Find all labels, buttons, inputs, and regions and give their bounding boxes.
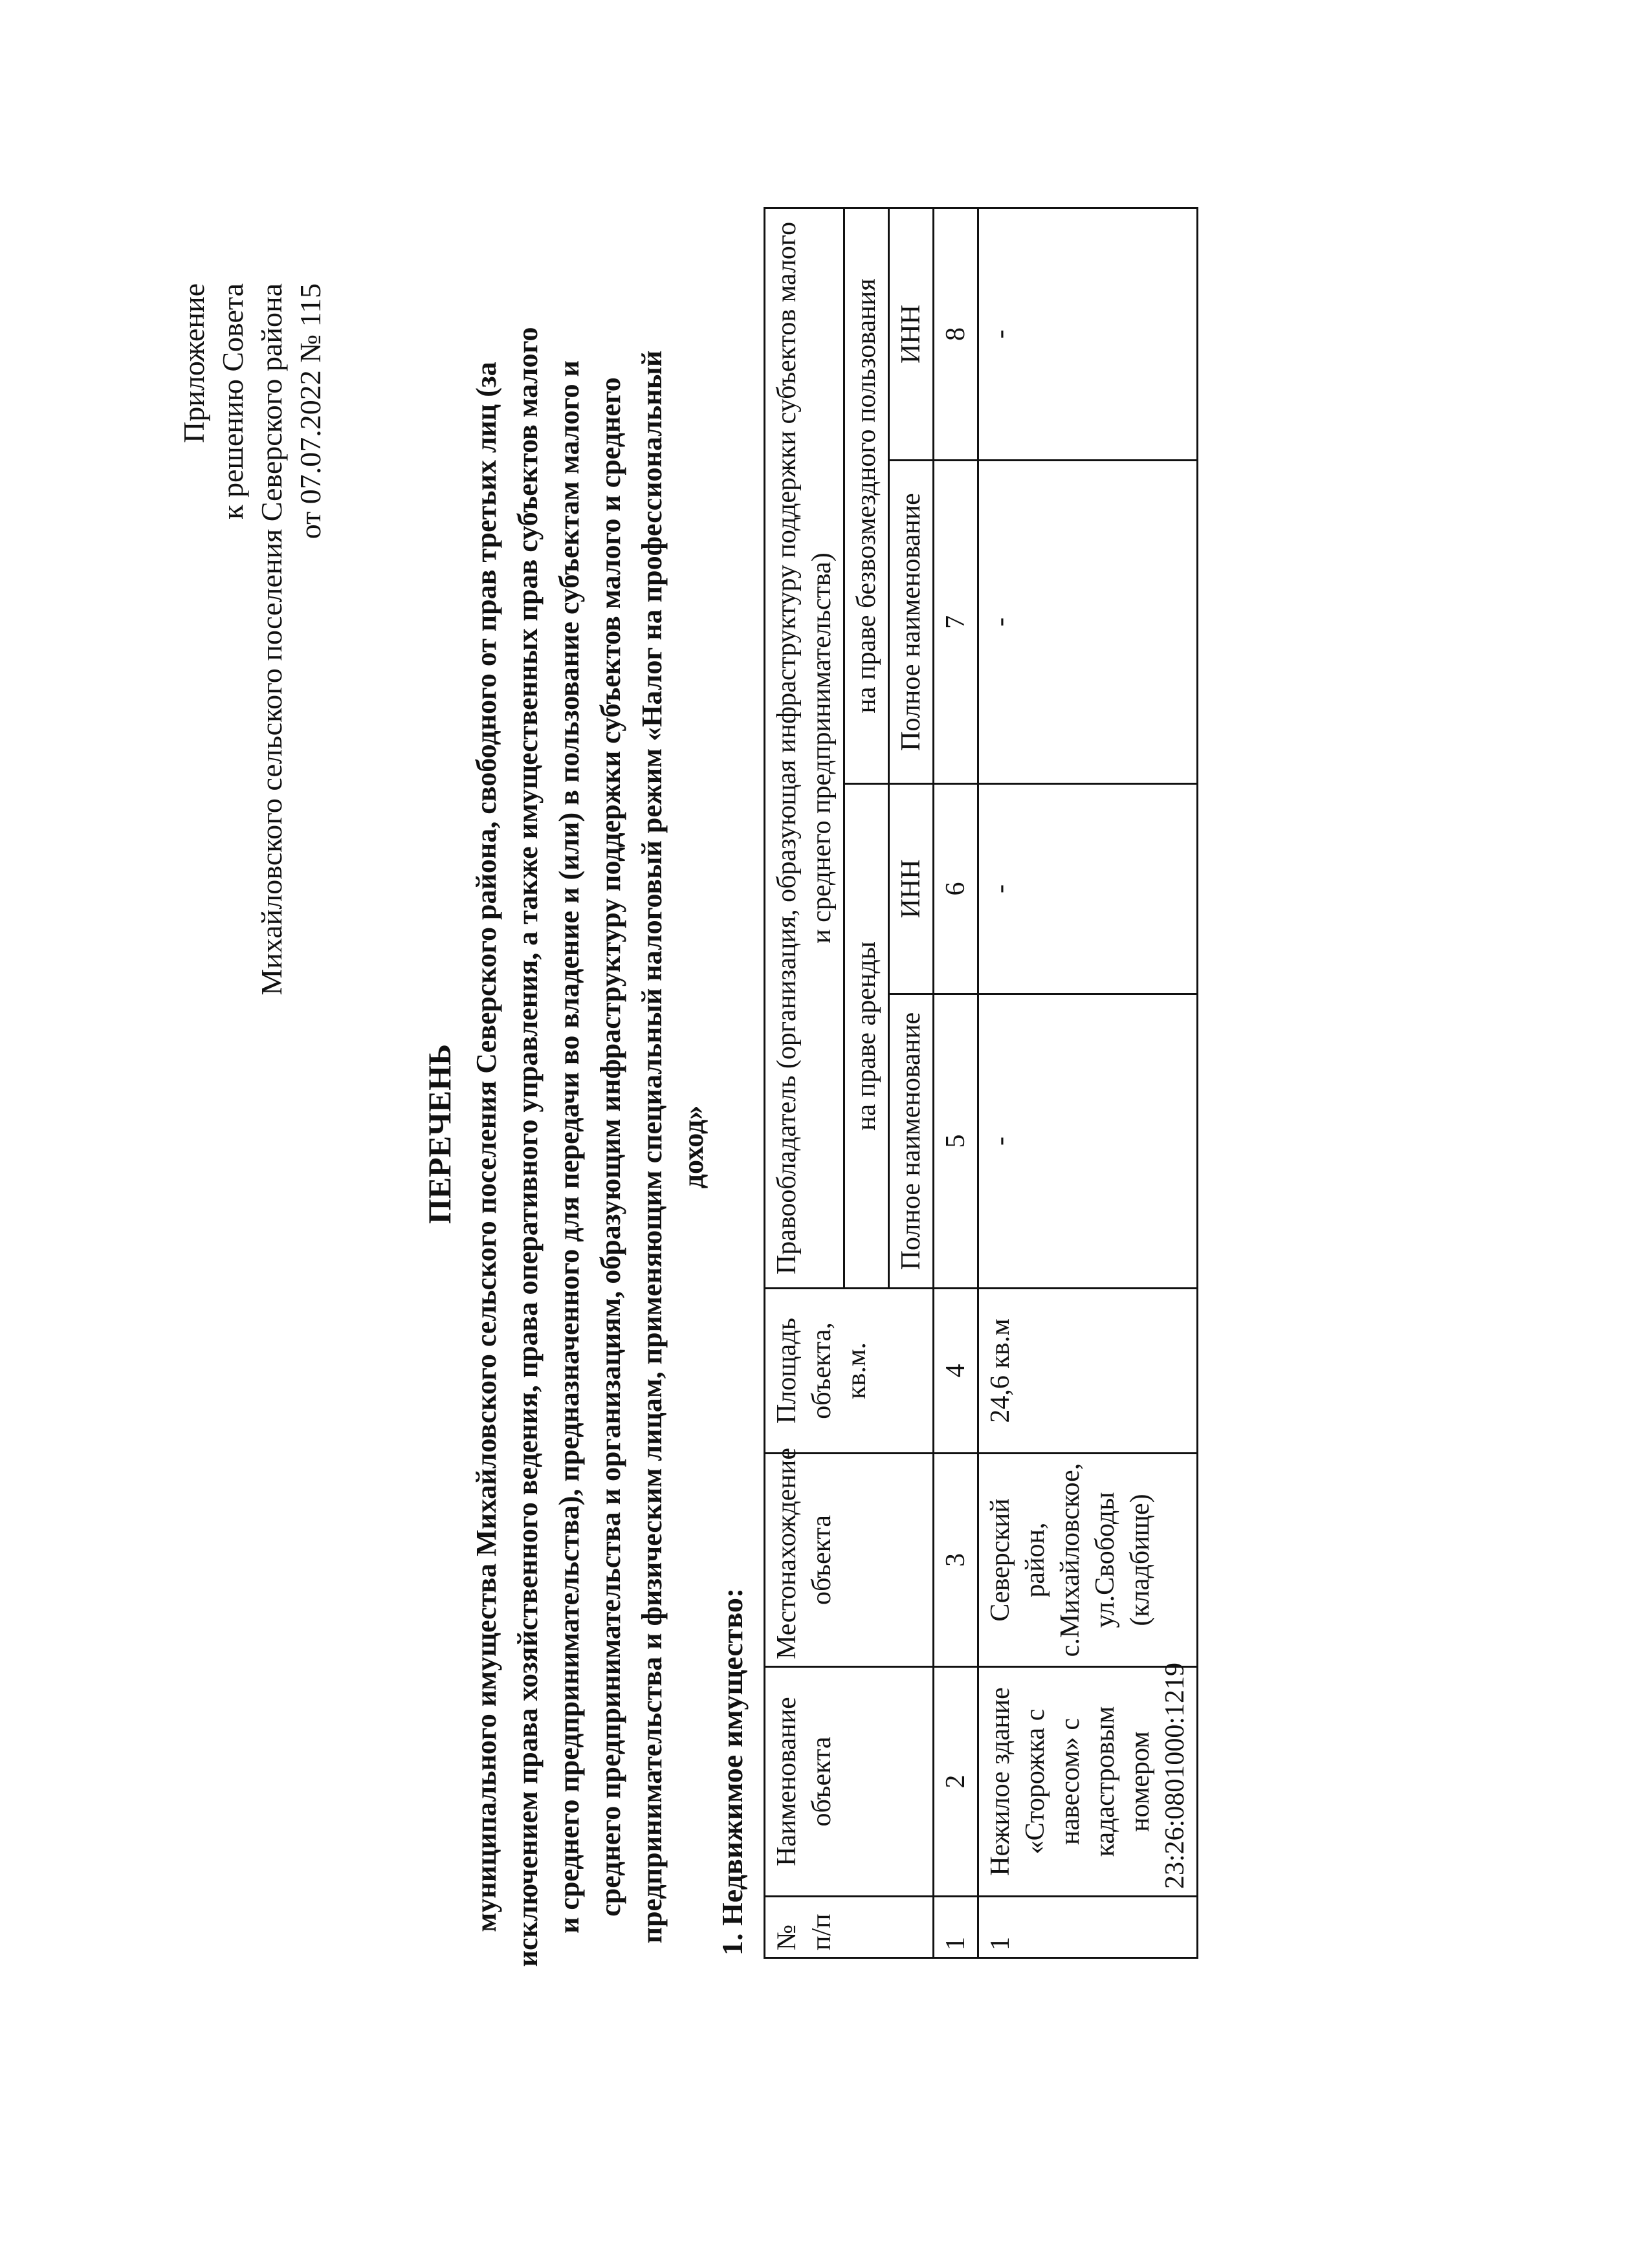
document-subtitle: муниципального имущества Михайловского сельского поселения Северского района, свободного от прав третьих лиц (за исключением права хозяйственного ведения, права оперативного управления, а также имущественных прав субъектов малого и среднего предпринимательства), предназначенного для передачи во владение и (или) в пользование субъектам малого и среднего предпринимательства и организациям, образующим инфраструктуру поддержки субъектов малого и среднего предпринимательства и физическим лицам, применяющим специальный налоговый режим «Налог на профессиональный доход» [470,327,709,1967]
header-num: № п/п [765,1897,934,1958]
appendix-line-4: от 07.07.2022 № 115 [294,283,327,540]
row-area: 24,6 кв.м [978,1289,1198,1454]
property-table [764,207,1198,1959]
header-name: Наименование объекта [765,1667,934,1897]
column-number-2: 2 [934,1667,978,1897]
column-number-5: 5 [934,994,978,1289]
header-row-1 [765,208,844,1958]
header-lease-inn: ИНН [889,784,934,994]
row-location: Северский район, с.Михайловское, ул.Свободы (кладбище) [978,1454,1198,1667]
column-number-3: 3 [934,1454,978,1667]
section-heading: 1. Недвижимое имущество: [716,1587,749,1956]
document-page [129,118,1521,2150]
row-free-name: - [978,461,1198,784]
row-lease-name: - [978,994,1198,1289]
appendix-line-3: Михайловского сельского поселения Северского района [255,283,288,996]
header-holder: Правообладатель (организация, образующая инфраструктуру поддержки субъектов малого и среднего предпринимательства) [765,208,844,1289]
header-free-use: на праве безвозмездного пользования [844,208,889,784]
row-free-inn: - [978,208,1198,461]
appendix-block [175,283,330,996]
row-lease-inn: - [978,784,1198,994]
row-name: Нежилое здание «Сторожка с навесом» с кадастровым номером 23:26:0801000:1219 [978,1667,1198,1897]
column-number-4: 4 [934,1289,978,1454]
row-num: 1 [978,1897,1198,1958]
column-number-8: 8 [934,208,978,461]
column-number-6: 6 [934,784,978,994]
header-lease: на праве аренды [844,784,889,1289]
header-location: Местонахождение объекта [765,1454,934,1667]
column-number-7: 7 [934,461,978,784]
appendix-line-1: Приложение [177,283,210,443]
column-number-1: 1 [934,1897,978,1958]
header-lease-full-name: Полное наименование [889,994,934,1289]
table-row [978,208,1198,1958]
header-free-full-name: Полное наименование [889,461,934,784]
appendix-line-2: к решению Совета [216,283,249,519]
document-title: ПЕРЕЧЕНЬ [421,1043,457,1225]
header-area: Площадь объекта, кв.м. [765,1289,934,1454]
column-number-row [934,208,978,1958]
header-free-inn: ИНН [889,208,934,461]
